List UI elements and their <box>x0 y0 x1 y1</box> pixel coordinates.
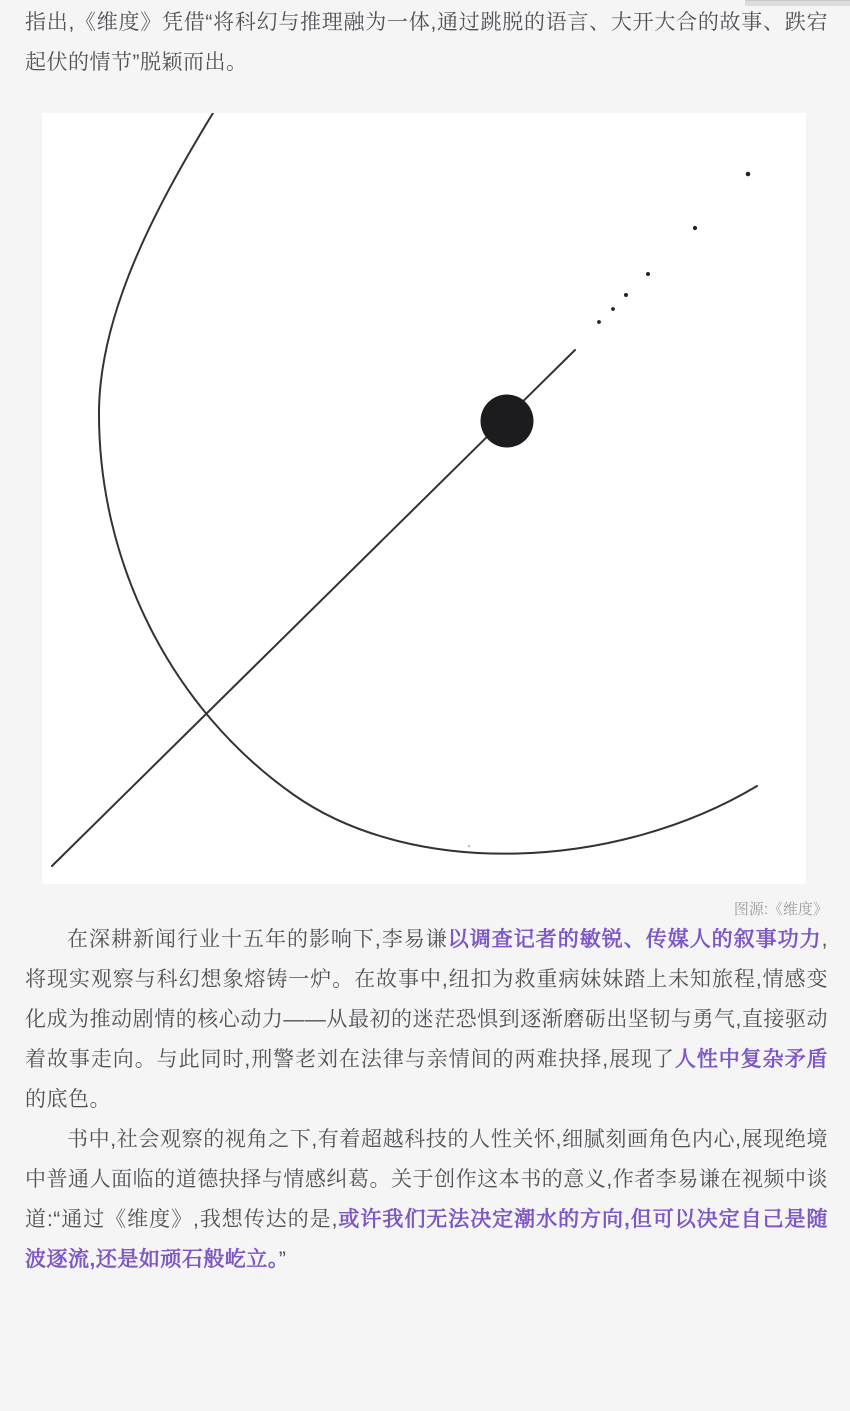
top-right-cropped-element <box>745 0 850 6</box>
text-segment: 书中,社会观察的视角之下,有着超越科技的人性关怀,细腻刻画角色内心,展现绝境中普通人面临的道德抉择与情感纠葛。关于创作这本书的意义,作者李易谦在视频中谈道:“通过《维度》,我想传达的是, <box>25 1128 828 1231</box>
text-segment: 的底色。 <box>25 1088 111 1111</box>
highlighted-text-segment: 或许我们无法决定潮水的方向,但可以决定自己是随波逐流,还是如顽石般屹立。 <box>25 1208 828 1271</box>
text-segment: ,将现实观察与科幻想象熔铸一炉。在故事中,纽扣为救重病妹妹踏上未知旅程,情感变化成为推动剧情的核心动力——从最初的迷茫恐惧到逐渐磨砺出坚韧与勇气,直接驱动着故事走向。与此同时,刑警老刘在法律与亲情间的两难抉择,展现了 <box>25 928 829 1071</box>
article-illustration <box>42 113 806 884</box>
faint-speck <box>468 845 471 848</box>
highlighted-text-segment: 以调查记者的敏锐、传媒人的叙事功力 <box>447 928 822 951</box>
text-segment: ” <box>278 1248 287 1271</box>
text-segment: 在深耕新闻行业十五年的影响下,李易谦 <box>67 928 448 951</box>
illustration-figure <box>42 113 828 920</box>
highlighted-text-segment: 人性中复杂矛盾 <box>674 1048 829 1071</box>
large-dot <box>481 395 534 448</box>
paragraph <box>25 920 828 1120</box>
circle-arc <box>99 113 757 854</box>
figure-caption: 图源:《维度》 <box>733 901 828 918</box>
intro-paragraph: 指出,《维度》凭借“将科幻与推理融为一体,通过跳脱的语言、大开大合的故事、跌宕起伏的情节”脱颖而出。 <box>25 11 828 74</box>
dot-trail <box>597 172 750 324</box>
paragraph <box>25 1120 828 1280</box>
